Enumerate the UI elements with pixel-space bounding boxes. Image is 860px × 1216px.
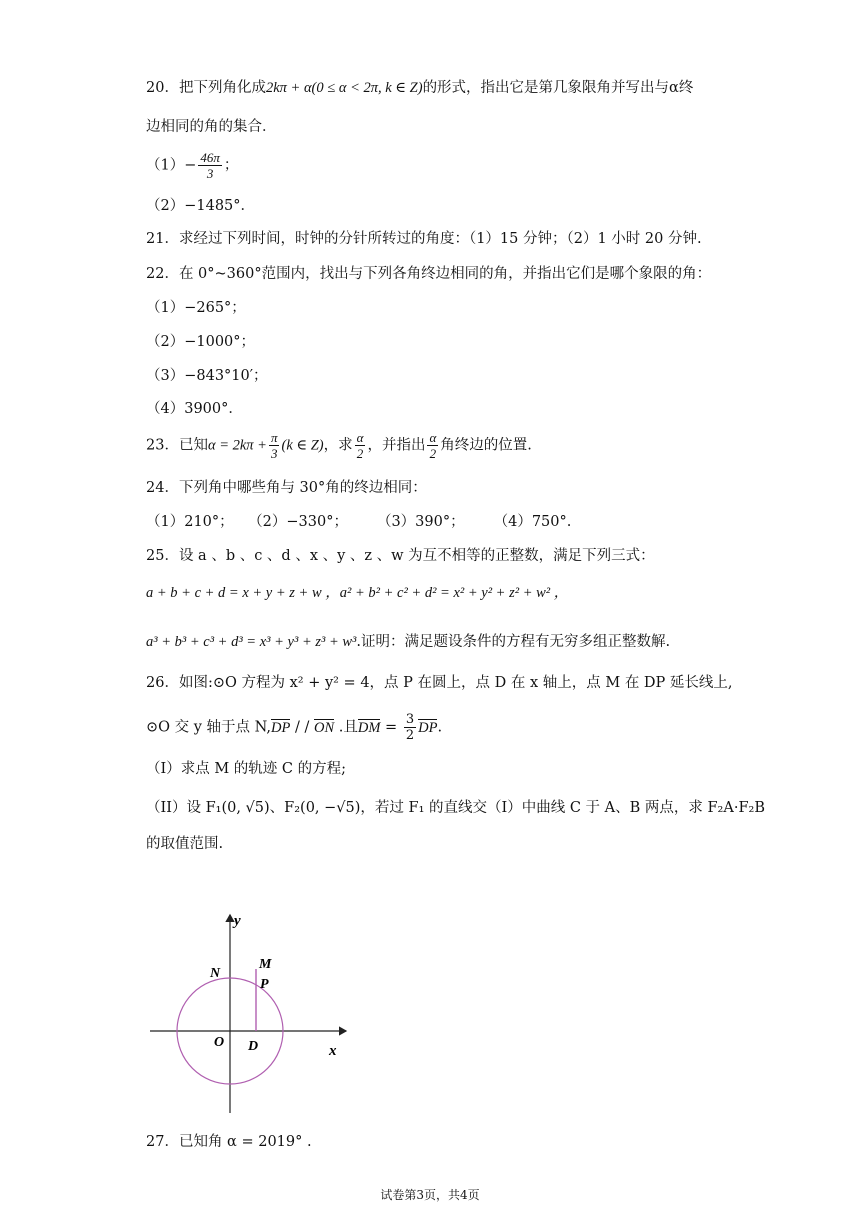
label-y: y: [234, 913, 241, 929]
q24-items: （1）210°； （2）−330°； （3）390°； （4）750°.: [146, 514, 572, 530]
label-d: D: [248, 1039, 259, 1054]
label-o: O: [214, 1035, 225, 1050]
q27-text: 27．已知角 α = 2019° .: [146, 1134, 312, 1150]
q22-text: 22．在 0°~360°范围内，找出与下列各角终边相同的角，并指出它们是哪个象限的角：: [146, 266, 712, 282]
q22-item4: （4）3900°．: [146, 401, 243, 417]
q20-item1-label: （1）: [146, 157, 185, 174]
q26-fraction: $\frac{3}{2}$: [405, 712, 415, 743]
q23-alpha-fraction-1: $\frac{\alpha}{2}$: [356, 430, 364, 461]
q20-item2: （2）−1485°．: [146, 198, 256, 214]
q20-formula: 2kπ + α(0 ≤ α < 2π, k ∈ Z): [265, 80, 423, 96]
q26-part1: （I）求点 M 的轨迹 C 的方程;: [146, 761, 346, 777]
label-x: x: [329, 1043, 337, 1059]
q26-part2: （II）设 F₁(0, √5)、F₂(0, −√5)，若过 F₁ 的直线交（I）中曲线 C 于 A、B 两点，求 F₂A·F₂B: [146, 800, 765, 816]
q23-pi-fraction: $\frac{\pi}{3}$: [270, 430, 278, 461]
label-p: P: [260, 977, 269, 992]
q20-prefix: 把下列角化成: [178, 80, 266, 96]
q22-item3: （3）−843°10′；: [146, 368, 268, 384]
q22-item1: （1）−265°；: [146, 300, 246, 316]
circle-figure: [140, 905, 360, 1120]
q26-part2-end: 的取值范围.: [146, 836, 224, 852]
q20-number: 20．: [146, 80, 179, 96]
q20-line2: 边相同的角的集合．: [146, 119, 277, 135]
q25-line1: 25．设 a 、b 、c 、d 、x 、y 、z 、w 为互不相等的正整数，满足下列三式：: [146, 548, 655, 564]
q24-text: 24．下列角中哪些角与 30°角的终边相同：: [146, 480, 427, 496]
q23-line: 23．已知α = 2kπ + $\frac{\pi}{3}$ (k ∈ Z)，求 $\frac{\alpha}{2}$ ，并指出 $\frac{\alpha}{2}$ 角终边的位置.: [146, 430, 532, 461]
q23-alpha-fraction-2: $\frac{\alpha}{2}$: [429, 430, 437, 461]
q21-text: 21．求经过下列时间，时钟的分针所转过的角度：（1）15 分钟；（2）1 小时 20 分钟.: [146, 231, 702, 247]
q20-line1: [146, 78, 693, 98]
q26-line2: ⊙O 交 y 轴于点 N,DP / / ON .且DM = $\frac{3}{2}$ DP.: [146, 712, 443, 743]
q20-item1-fraction: $\frac{46\pi}{3}$: [200, 150, 220, 181]
page-footer: 试卷第3页，共4页: [380, 1188, 480, 1202]
q25-line2: a + b + c + d = x + y + z + w ，a² + b² + c² + d² = x² + y² + z² + w² ，: [146, 585, 569, 601]
q20-item1: （1）− $\frac{46\pi}{3}$ ；: [146, 150, 239, 181]
q22-item2: （2）−1000°；: [146, 334, 256, 350]
label-n: N: [210, 966, 221, 981]
q25-line3: a³ + b³ + c³ + d³ = x³ + y³ + z³ + w³.证明：满足题设条件的方程有无穷多组正整数解.: [146, 634, 671, 650]
q26-line1: 26．如图:⊙O 方程为 x² + y² = 4，点 P 在圆上，点 D 在 x 轴上，点 M 在 DP 延长线上,: [146, 675, 733, 691]
label-m: M: [259, 957, 272, 972]
q20-suffix: 的形式，指出它是第几象限角并写出与α终: [422, 80, 694, 96]
